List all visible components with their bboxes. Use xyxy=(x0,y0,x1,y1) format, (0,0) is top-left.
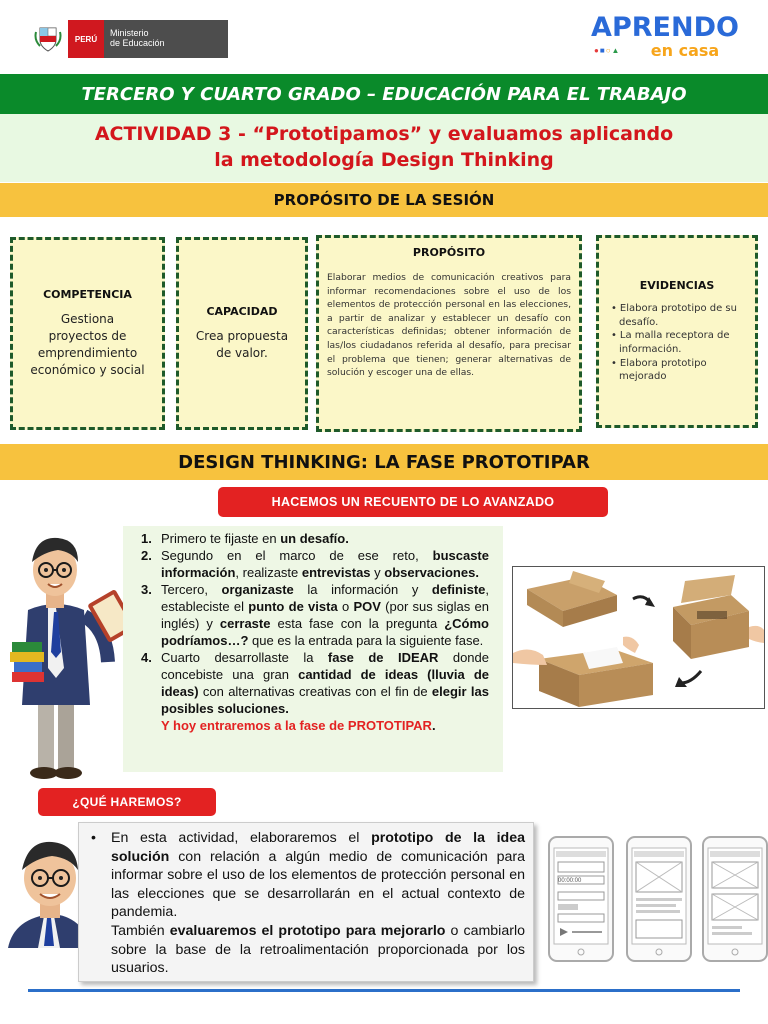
activity-title xyxy=(0,114,768,182)
recap-list xyxy=(141,530,489,717)
cardboard-prototype-photo xyxy=(512,566,765,709)
recap-item: 1. Primero te fijaste en un desafío. xyxy=(141,531,349,546)
ministry-label: Ministerio de Educación xyxy=(104,20,228,58)
bottom-divider xyxy=(28,989,740,992)
purpose-heading-bar: PROPÓSITO DE LA SESIÓN xyxy=(0,183,768,217)
recap-final-line: Y hoy entraremos a la fase de PROTOTIPAR. xyxy=(161,718,436,733)
brand-subtitle: en casa xyxy=(650,41,720,60)
haremos-pill: ¿QUÉ HAREMOS? xyxy=(38,788,216,816)
recap-item: 2. Segundo en el marco de ese reto, buscaste información, realizaste entrevistas y observaciones. xyxy=(141,548,489,580)
activity-title-line2: la metodología Design Thinking xyxy=(214,149,554,171)
competencia-title: COMPETENCIA xyxy=(43,288,132,301)
competencia-body: Gestiona proyectos de emprendimiento económico y social xyxy=(30,312,145,377)
wireframe-phone-3 xyxy=(702,836,768,962)
recap-item: 4. Cuarto desarrollaste la fase de IDEAR donde concebiste una gran cantidad de ideas (lluvia de ideas) con alternativas creativas con el fin de elegir las posibles soluciones. xyxy=(141,650,490,716)
design-thinking-heading: DESIGN THINKING: LA FASE PROTOTIPAR xyxy=(0,444,768,480)
recap-box xyxy=(123,526,503,772)
aprendo-en-casa-logo xyxy=(590,14,740,64)
wireframe-timer: 00:00:00 xyxy=(558,878,582,884)
evidencia-item: • Elabora prototipo de su desafío. xyxy=(609,302,745,329)
evidencias-card xyxy=(596,235,758,428)
recap-pill: HACEMOS UN RECUENTO DE LO AVANZADO xyxy=(218,487,608,517)
capacidad-card xyxy=(176,237,308,430)
brand-title: APRENDO xyxy=(591,12,739,43)
proposito-card xyxy=(316,235,582,432)
competencia-card xyxy=(10,237,165,430)
evidencia-item: • La malla receptora de información. xyxy=(609,329,745,356)
haremos-box xyxy=(78,822,534,982)
proposito-title: PROPÓSITO xyxy=(412,246,486,259)
wireframe-phone-1 xyxy=(548,836,614,962)
haremos-paragraph-2: También evaluaremos el prototipo para mejorarlo o cambiarlo sobre la base de la retroalimentación proporcionada por los usuarios. xyxy=(111,922,525,977)
coat-of-arms-icon xyxy=(28,20,68,58)
teacher-with-books-illustration xyxy=(4,530,128,782)
evidencias-list xyxy=(599,302,755,384)
evidencia-item: • Elabora prototipo mejorado xyxy=(609,357,745,384)
wireframe-phone-2 xyxy=(626,836,692,962)
recap-item: 3. Tercero, organizaste la información y definiste, estableciste el punto de vista o POV (por sus siglas en inglés) y cerraste esta fase con la pregunta ¿Cómo podríamos…? que es la entrada para la siguiente fase. xyxy=(141,582,490,648)
capacidad-body: Crea propuesta de valor. xyxy=(195,329,289,360)
purpose-cards xyxy=(0,224,768,434)
peru-label: PERÚ xyxy=(68,20,104,58)
proposito-body: Elaborar medios de comunicación creativos para informar recomendaciones sobre el uso de los elementos de protección personal en las elecciones, a partir de analizar y establecer un desafío con características definidas; obtener información de las/los ciudadanos referida al desafío, para precisar el problema que tienen; generar alternativas de solución y escoger una de ellas. xyxy=(327,272,571,379)
evidencias-title: EVIDENCIAS xyxy=(639,279,715,293)
haremos-paragraph: • En esta actividad, elaboraremos el prototipo de la idea solución con relación a algún medio de comunicación para informar sobre el uso de los elementos de protección personal en las elecciones que se desarrollarán en el actual contexto de pandemia. xyxy=(91,830,525,921)
grade-title-bar: TERCERO Y CUARTO GRADO – EDUCACIÓN PARA EL TRABAJO xyxy=(0,74,768,114)
minedu-logo xyxy=(28,20,228,58)
capacidad-title: CAPACIDAD xyxy=(206,305,278,318)
brand-shapes-icon: ●■○▲ xyxy=(594,46,621,55)
activity-title-line1: ACTIVIDAD 3 - “Prototipamos” y evaluamos aplicando xyxy=(94,123,674,145)
